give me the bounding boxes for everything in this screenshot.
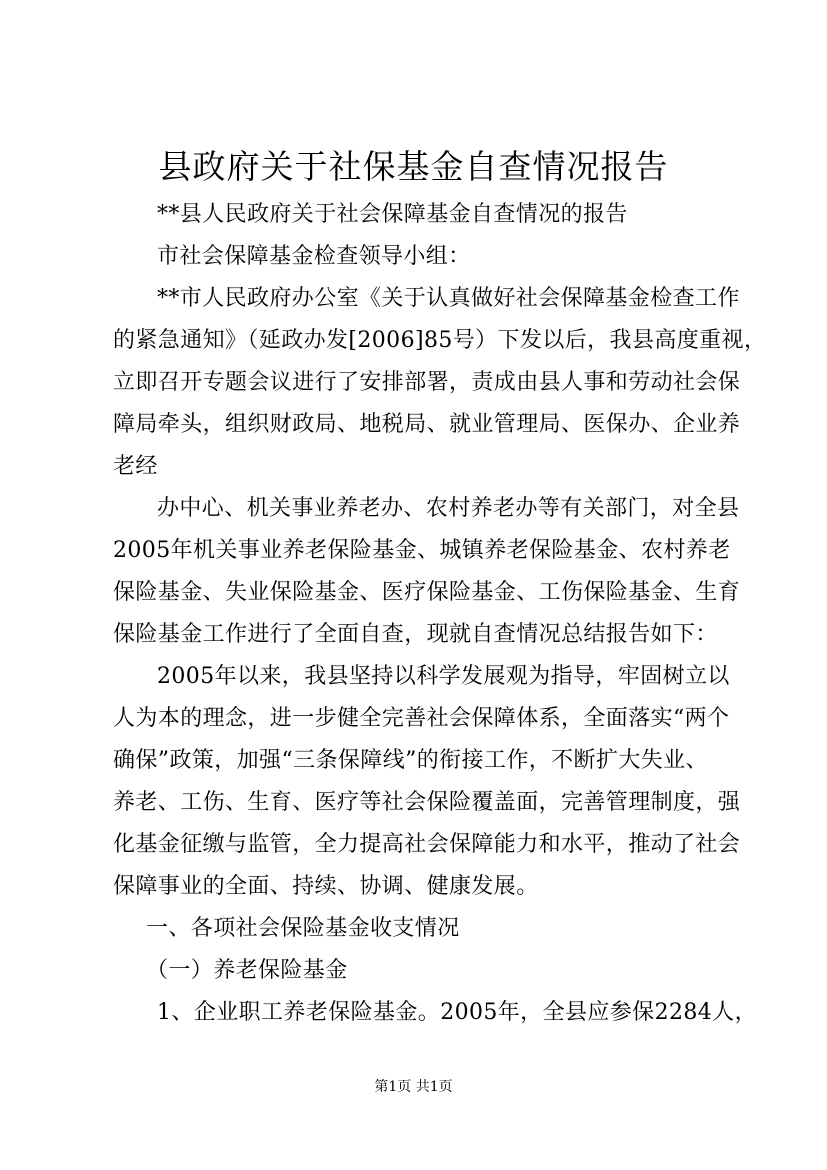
- paragraph-line: 2005年以来，我县坚持以科学发展观为指导，牢固树立以: [157, 664, 730, 689]
- document-subtitle: **县人民政府关于社会保障基金自查情况的报告: [157, 202, 628, 227]
- subsection-heading: （一）养老保险基金: [146, 958, 348, 983]
- paragraph-line: 化基金征缴与监管，全力提高社会保障能力和水平，推动了社会: [113, 832, 741, 857]
- paragraph-line: 保险基金、失业保险基金、医疗保险基金、工伤保险基金、生育: [113, 580, 741, 605]
- paragraph-line: **市人民政府办公室《关于认真做好社会保障基金检查工作: [157, 286, 740, 311]
- paragraph-line: 立即召开专题会议进行了安排部署，责成由县人事和劳动社会保: [113, 370, 741, 395]
- addressee-line: 市社会保障基金检查领导小组：: [157, 244, 471, 269]
- document-title: 县政府关于社保基金自查情况报告: [158, 147, 669, 186]
- paragraph-line: 的紧急通知》（延政办发[2006]85号）下发以后，我县高度重视，: [113, 328, 767, 353]
- paragraph-line: 1、企业职工养老保险基金。2005年，全县应参保2284人，: [157, 1000, 757, 1025]
- paragraph-line: 办中心、机关事业养老办、农村养老办等有关部门，对全县: [157, 496, 740, 521]
- paragraph-line: 养老、工伤、生育、医疗等社会保险覆盖面，完善管理制度，强: [113, 790, 741, 815]
- paragraph-line: 障局牵头，组织财政局、地税局、就业管理局、医保办、企业养: [113, 412, 741, 437]
- paragraph-line: 2005年机关事业养老保险基金、城镇养老保险基金、农村养老: [113, 538, 731, 563]
- paragraph-line: 确保”政策，加强“三条保障线”的衔接工作，不断扩大失业、: [113, 748, 708, 773]
- page-footer: 第1页 共1页: [374, 1079, 453, 1095]
- paragraph-line: 保障事业的全面、持续、协调、健康发展。: [113, 874, 539, 899]
- paragraph-line: 人为本的理念，进一步健全完善社会保障体系，全面落实“两个: [113, 706, 730, 731]
- paragraph-line: 老经: [113, 454, 158, 479]
- paragraph-line: 保险基金工作进行了全面自查，现就自查情况总结报告如下：: [113, 622, 718, 647]
- section-heading: 一、各项社会保险基金收支情况: [146, 916, 460, 941]
